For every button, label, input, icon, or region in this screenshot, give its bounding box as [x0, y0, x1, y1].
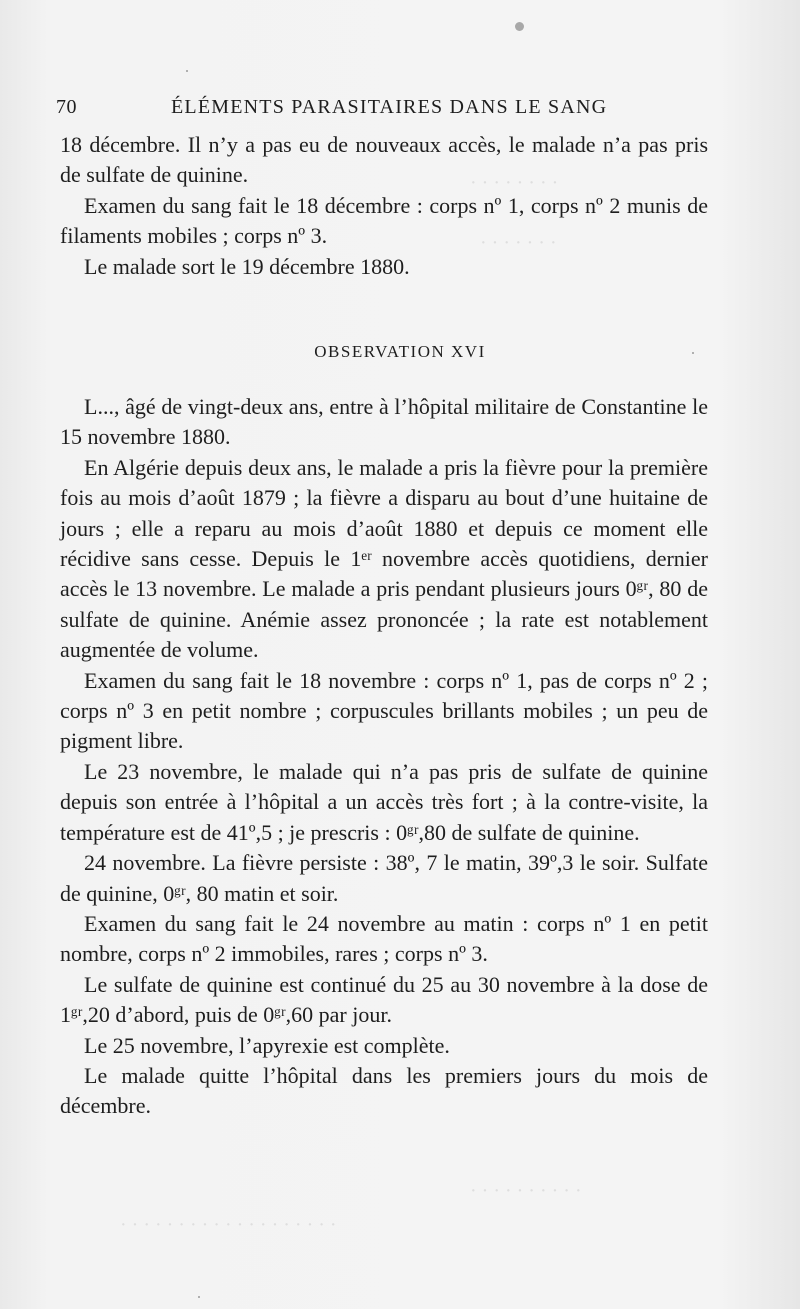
paragraph: Examen du sang fait le 24 novembre au matin : corps nº 1 en petit nombre, corps nº 2 immobiles, rares ; corps nº 3. — [60, 910, 708, 967]
observation-body — [60, 392, 708, 1122]
paragraph: Le malade sort le 19 décembre 1880. — [84, 253, 410, 279]
bleed-through-texture: · · · · · · · · · · — [470, 1180, 582, 1202]
paragraph: 24 novembre. La fièvre persiste : 38º, 7 le matin, 39º,3 le soir. Sulfate de quinine, 0ᵍʳ, 80 matin et soir. — [60, 850, 708, 906]
bleed-through-texture: · · · · · · · · · · · · · · · · · · · — [120, 1214, 337, 1236]
paragraph: Le 23 novembre, le malade qui n’a pas pris de sulfate de quinine depuis son entrée à l’hôpital a un accès très fort ; à la contre-visite, la température est de 41º,5 ; je prescris : 0ᵍʳ,80 de sulfate de quinine. — [60, 758, 708, 845]
continuation-text — [60, 130, 708, 282]
observation-heading: OBSERVATION XVI — [314, 342, 486, 361]
paragraph: 18 décembre. Il n’y a pas eu de nouveaux accès, le malade n’a pas pris de sulfate de quinine. — [60, 132, 708, 188]
paragraph: Examen du sang fait le 18 décembre : corps nº 1, corps nº 2 munis de filaments mobiles ; corps nº 3. — [60, 192, 708, 249]
ink-spot — [515, 22, 524, 31]
paper-speck — [186, 70, 188, 72]
bleed-through-texture: · · · · · · · — [480, 232, 557, 254]
bleed-through-texture: · · · · · · · · — [470, 172, 559, 194]
paragraph: Examen du sang fait le 18 novembre : corps nº 1, pas de corps nº 2 ; corps nº 3 en petit nombre ; corpuscules brillants mobiles ; un peu de pigment libre. — [60, 667, 708, 754]
paragraph: En Algérie depuis deux ans, le malade a pris la fièvre pour la première fois au mois d’août 1879 ; la fièvre a disparu au bout d’une huitaine de jours ; elle a reparu au mois d’août 1880 et depuis ce moment elle récidive sans cesse. Depuis le 1ᵉʳ novembre accès quotidiens, dernier accès le 13 novembre. Le malade a pris pendant plusieurs jours 0ᵍʳ, 80 de sulfate de quinine. Anémie assez prononcée ; la rate est notablement augmentée de volume. — [60, 454, 708, 663]
paragraph: Le 25 novembre, l’apyrexie est complète. — [84, 1032, 450, 1058]
running-title: ÉLÉMENTS PARASITAIRES DANS LE SANG — [171, 96, 608, 118]
page-header — [56, 96, 716, 124]
paper-speck — [198, 1296, 200, 1298]
paragraph: Le malade quitte l’hôpital dans les premiers jours du mois de décembre. — [60, 1062, 708, 1119]
paragraph: L..., âgé de vingt-deux ans, entre à l’hôpital militaire de Constantine le 15 novembre 1880. — [60, 394, 708, 450]
page-number: 70 — [56, 96, 77, 118]
paragraph: Le sulfate de quinine est continué du 25 au 30 novembre à la dose de 1ᵍʳ,20 d’abord, puis de 0ᵍʳ,60 par jour. — [60, 971, 708, 1028]
